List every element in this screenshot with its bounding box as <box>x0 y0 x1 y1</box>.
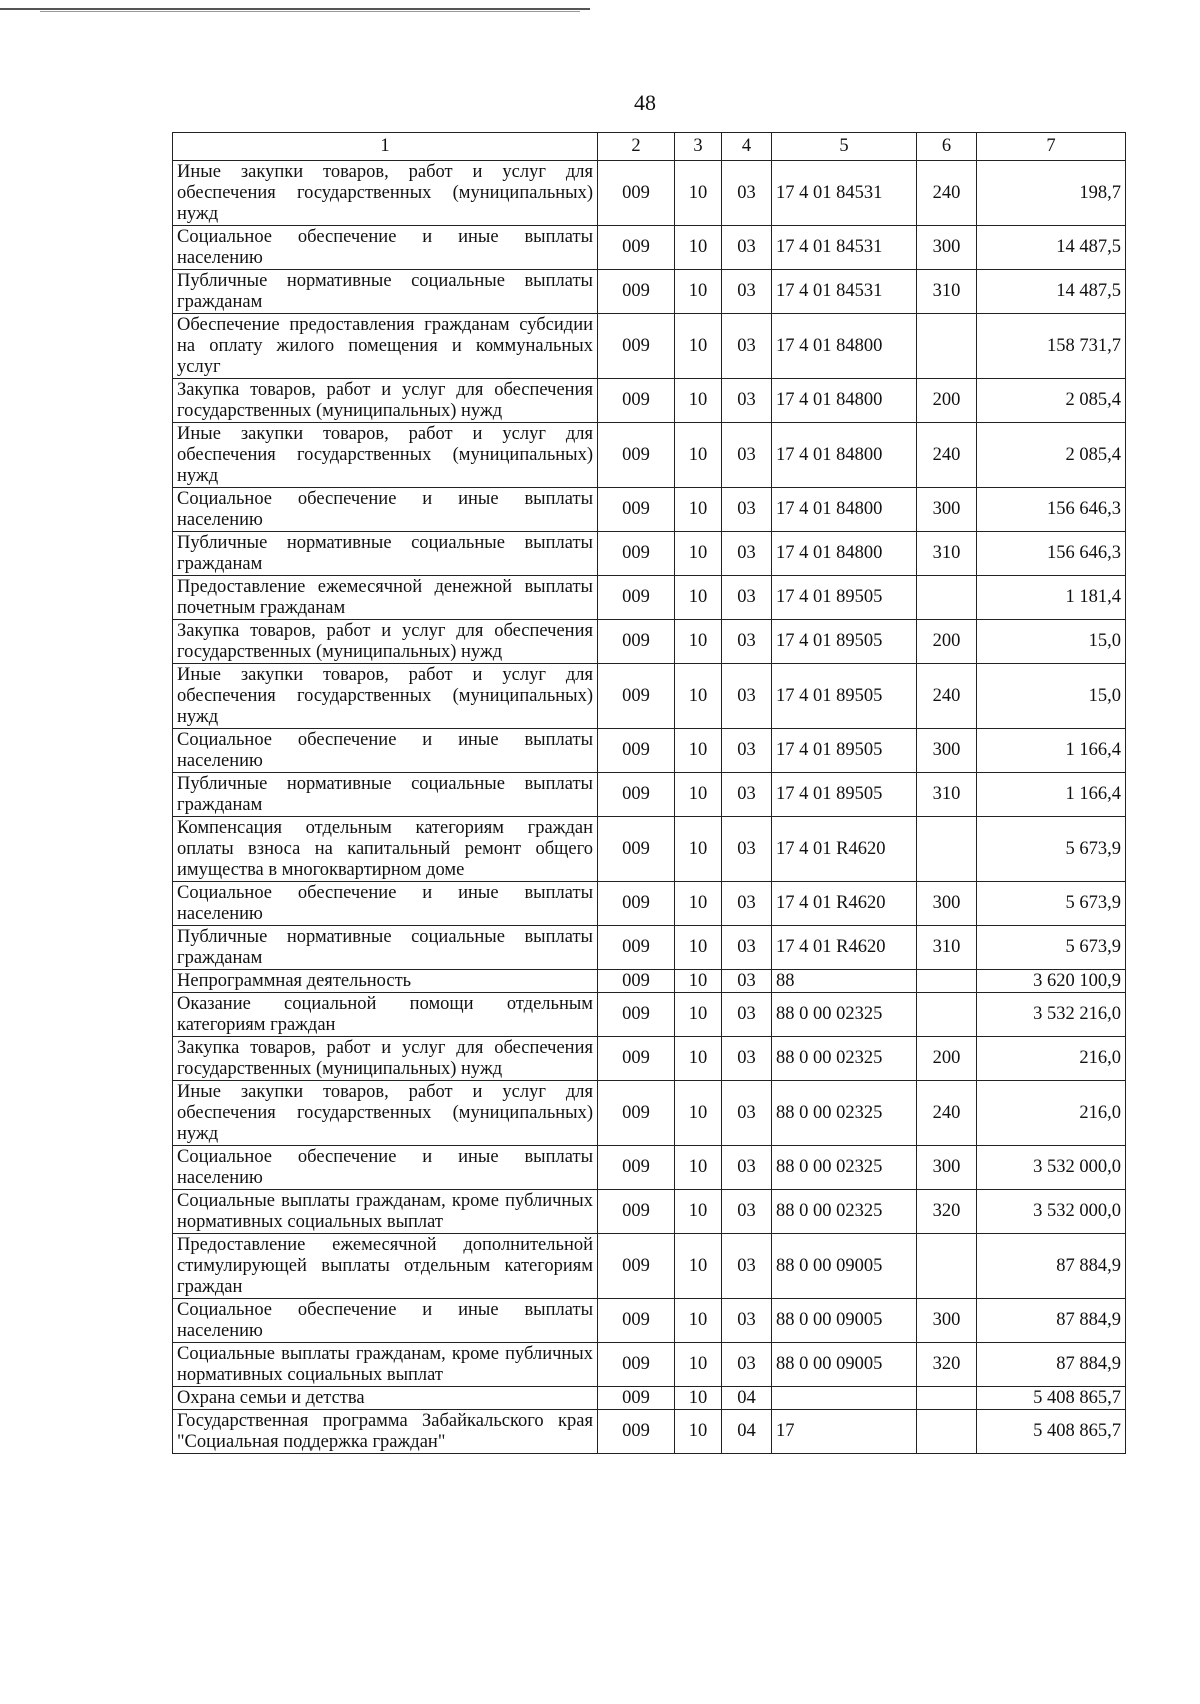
row-target-article-cell: 17 4 01 84800 <box>772 532 917 576</box>
header-col-5: 5 <box>772 133 917 161</box>
row-name-cell: Предоставление ежемесячной дополнительной стимулирующей выплаты отдельным категориям граждан <box>173 1234 598 1299</box>
row-subsection-cell: 03 <box>722 379 772 423</box>
row-amount-cell: 1 181,4 <box>977 576 1126 620</box>
row-expense-type-cell: 300 <box>917 1146 977 1190</box>
row-amount-cell: 14 487,5 <box>977 226 1126 270</box>
row-chapter-code-cell: 009 <box>598 729 675 773</box>
row-amount-cell: 3 532 000,0 <box>977 1190 1126 1234</box>
row-section-cell: 10 <box>675 314 722 379</box>
row-expense-type-cell <box>917 1234 977 1299</box>
row-amount-cell: 3 532 216,0 <box>977 993 1126 1037</box>
row-target-article-cell: 88 0 00 09005 <box>772 1234 917 1299</box>
row-target-article-cell: 17 <box>772 1410 917 1454</box>
row-name-cell: Социальное обеспечение и иные выплаты населению <box>173 729 598 773</box>
row-expense-type-cell: 200 <box>917 379 977 423</box>
row-amount-cell: 14 487,5 <box>977 270 1126 314</box>
row-name-cell: Иные закупки товаров, работ и услуг для обеспечения государственных (муниципальных) нужд <box>173 161 598 226</box>
row-target-article-cell: 17 4 01 89505 <box>772 576 917 620</box>
row-chapter-code-cell: 009 <box>598 270 675 314</box>
row-expense-type-cell: 200 <box>917 620 977 664</box>
row-amount-cell: 156 646,3 <box>977 532 1126 576</box>
row-amount-cell: 5 408 865,7 <box>977 1387 1126 1410</box>
row-name-cell: Социальное обеспечение и иные выплаты населению <box>173 488 598 532</box>
row-amount-cell: 87 884,9 <box>977 1343 1126 1387</box>
row-chapter-code-cell: 009 <box>598 620 675 664</box>
row-name-cell: Публичные нормативные социальные выплаты гражданам <box>173 532 598 576</box>
row-subsection-cell: 03 <box>722 423 772 488</box>
table-row <box>173 817 1126 882</box>
table-row <box>173 1146 1126 1190</box>
row-name-cell: Социальные выплаты гражданам, кроме публичных нормативных социальных выплат <box>173 1190 598 1234</box>
header-col-1: 1 <box>173 133 598 161</box>
row-section-cell: 10 <box>675 1081 722 1146</box>
table-header-row <box>173 133 1126 161</box>
row-expense-type-cell: 300 <box>917 488 977 532</box>
row-expense-type-cell: 240 <box>917 161 977 226</box>
table-row <box>173 1299 1126 1343</box>
row-section-cell: 10 <box>675 226 722 270</box>
header-col-6: 6 <box>917 133 977 161</box>
row-name-cell: Непрограммная деятельность <box>173 970 598 993</box>
row-target-article-cell: 17 4 01 R4620 <box>772 817 917 882</box>
row-name-cell: Закупка товаров, работ и услуг для обеспечения государственных (муниципальных) нужд <box>173 1037 598 1081</box>
row-target-article-cell: 17 4 01 84800 <box>772 488 917 532</box>
row-expense-type-cell <box>917 576 977 620</box>
table-row <box>173 664 1126 729</box>
table-row <box>173 576 1126 620</box>
row-target-article-cell: 17 4 01 89505 <box>772 773 917 817</box>
row-name-cell: Социальное обеспечение и иные выплаты населению <box>173 226 598 270</box>
row-chapter-code-cell: 009 <box>598 161 675 226</box>
table-row <box>173 926 1126 970</box>
row-section-cell: 10 <box>675 1037 722 1081</box>
table-row <box>173 1081 1126 1146</box>
table-row <box>173 1234 1126 1299</box>
row-subsection-cell: 03 <box>722 1343 772 1387</box>
row-name-cell: Закупка товаров, работ и услуг для обеспечения государственных (муниципальных) нужд <box>173 620 598 664</box>
table-row <box>173 1410 1126 1454</box>
row-amount-cell: 158 731,7 <box>977 314 1126 379</box>
row-target-article-cell: 17 4 01 R4620 <box>772 882 917 926</box>
row-target-article-cell: 88 <box>772 970 917 993</box>
row-amount-cell: 3 620 100,9 <box>977 970 1126 993</box>
row-amount-cell: 5 673,9 <box>977 926 1126 970</box>
row-name-cell: Государственная программа Забайкальского края "Социальная поддержка граждан" <box>173 1410 598 1454</box>
row-expense-type-cell: 240 <box>917 423 977 488</box>
row-section-cell: 10 <box>675 1410 722 1454</box>
row-section-cell: 10 <box>675 1234 722 1299</box>
row-name-cell: Иные закупки товаров, работ и услуг для обеспечения государственных (муниципальных) нужд <box>173 1081 598 1146</box>
row-section-cell: 10 <box>675 970 722 993</box>
table-row <box>173 620 1126 664</box>
row-expense-type-cell: 240 <box>917 664 977 729</box>
row-section-cell: 10 <box>675 993 722 1037</box>
row-expense-type-cell: 320 <box>917 1343 977 1387</box>
row-subsection-cell: 03 <box>722 882 772 926</box>
row-chapter-code-cell: 009 <box>598 773 675 817</box>
row-chapter-code-cell: 009 <box>598 1410 675 1454</box>
row-name-cell: Иные закупки товаров, работ и услуг для обеспечения государственных (муниципальных) нужд <box>173 664 598 729</box>
row-target-article-cell: 88 0 00 09005 <box>772 1299 917 1343</box>
row-subsection-cell: 03 <box>722 1190 772 1234</box>
row-section-cell: 10 <box>675 620 722 664</box>
row-target-article-cell: 17 4 01 89505 <box>772 664 917 729</box>
row-chapter-code-cell: 009 <box>598 1234 675 1299</box>
header-col-7: 7 <box>977 133 1126 161</box>
row-chapter-code-cell: 009 <box>598 970 675 993</box>
table-row <box>173 1037 1126 1081</box>
row-chapter-code-cell: 009 <box>598 817 675 882</box>
row-target-article-cell: 17 4 01 84800 <box>772 379 917 423</box>
row-subsection-cell: 03 <box>722 226 772 270</box>
row-subsection-cell: 03 <box>722 1146 772 1190</box>
row-expense-type-cell: 310 <box>917 270 977 314</box>
row-chapter-code-cell: 009 <box>598 993 675 1037</box>
row-chapter-code-cell: 009 <box>598 1037 675 1081</box>
row-expense-type-cell: 300 <box>917 729 977 773</box>
row-name-cell: Иные закупки товаров, работ и услуг для обеспечения государственных (муниципальных) нужд <box>173 423 598 488</box>
row-subsection-cell: 03 <box>722 314 772 379</box>
row-subsection-cell: 03 <box>722 1234 772 1299</box>
row-section-cell: 10 <box>675 379 722 423</box>
row-subsection-cell: 03 <box>722 532 772 576</box>
budget-table <box>172 132 1126 1454</box>
row-chapter-code-cell: 009 <box>598 882 675 926</box>
row-target-article-cell: 17 4 01 84800 <box>772 423 917 488</box>
row-target-article-cell: 88 0 00 09005 <box>772 1343 917 1387</box>
row-chapter-code-cell: 009 <box>598 226 675 270</box>
row-chapter-code-cell: 009 <box>598 1146 675 1190</box>
row-name-cell: Публичные нормативные социальные выплаты гражданам <box>173 773 598 817</box>
row-name-cell: Охрана семьи и детства <box>173 1387 598 1410</box>
row-subsection-cell: 03 <box>722 664 772 729</box>
table-row <box>173 379 1126 423</box>
row-section-cell: 10 <box>675 488 722 532</box>
row-target-article-cell: 17 4 01 84531 <box>772 161 917 226</box>
table-body <box>173 161 1126 1454</box>
row-subsection-cell: 03 <box>722 773 772 817</box>
row-chapter-code-cell: 009 <box>598 314 675 379</box>
row-name-cell: Оказание социальной помощи отдельным категориям граждан <box>173 993 598 1037</box>
row-section-cell: 10 <box>675 576 722 620</box>
row-section-cell: 10 <box>675 1299 722 1343</box>
row-section-cell: 10 <box>675 270 722 314</box>
table-row <box>173 532 1126 576</box>
row-chapter-code-cell: 009 <box>598 532 675 576</box>
row-subsection-cell: 03 <box>722 926 772 970</box>
row-subsection-cell: 03 <box>722 1037 772 1081</box>
row-expense-type-cell: 310 <box>917 773 977 817</box>
row-chapter-code-cell: 009 <box>598 926 675 970</box>
row-expense-type-cell: 200 <box>917 1037 977 1081</box>
row-amount-cell: 156 646,3 <box>977 488 1126 532</box>
row-expense-type-cell <box>917 314 977 379</box>
table-row <box>173 1190 1126 1234</box>
row-target-article-cell: 17 4 01 84531 <box>772 226 917 270</box>
row-name-cell: Социальное обеспечение и иные выплаты населению <box>173 882 598 926</box>
row-section-cell: 10 <box>675 532 722 576</box>
row-amount-cell: 2 085,4 <box>977 423 1126 488</box>
table-row <box>173 970 1126 993</box>
row-amount-cell: 3 532 000,0 <box>977 1146 1126 1190</box>
row-target-article-cell: 88 0 00 02325 <box>772 1037 917 1081</box>
row-subsection-cell: 03 <box>722 161 772 226</box>
table-row <box>173 1387 1126 1410</box>
row-subsection-cell: 03 <box>722 620 772 664</box>
row-target-article-cell: 17 4 01 84800 <box>772 314 917 379</box>
row-target-article-cell: 17 4 01 R4620 <box>772 926 917 970</box>
row-subsection-cell: 03 <box>722 817 772 882</box>
row-amount-cell: 5 673,9 <box>977 882 1126 926</box>
table-row <box>173 773 1126 817</box>
row-section-cell: 10 <box>675 1343 722 1387</box>
row-name-cell: Публичные нормативные социальные выплаты гражданам <box>173 926 598 970</box>
row-section-cell: 10 <box>675 729 722 773</box>
row-amount-cell: 1 166,4 <box>977 773 1126 817</box>
row-subsection-cell: 04 <box>722 1387 772 1410</box>
row-expense-type-cell: 240 <box>917 1081 977 1146</box>
row-target-article-cell: 17 4 01 89505 <box>772 620 917 664</box>
row-subsection-cell: 03 <box>722 993 772 1037</box>
row-target-article-cell: 88 0 00 02325 <box>772 993 917 1037</box>
row-amount-cell: 15,0 <box>977 620 1126 664</box>
row-target-article-cell: 88 0 00 02325 <box>772 1146 917 1190</box>
row-expense-type-cell: 300 <box>917 226 977 270</box>
table-row <box>173 161 1126 226</box>
row-expense-type-cell: 320 <box>917 1190 977 1234</box>
row-name-cell: Социальное обеспечение и иные выплаты населению <box>173 1146 598 1190</box>
row-target-article-cell: 17 4 01 89505 <box>772 729 917 773</box>
page-number: 48 <box>634 90 656 115</box>
row-subsection-cell: 03 <box>722 576 772 620</box>
table-row <box>173 314 1126 379</box>
row-name-cell: Компенсация отдельным категориям граждан оплаты взноса на капитальный ремонт общего имущества в многоквартирном доме <box>173 817 598 882</box>
row-section-cell: 10 <box>675 423 722 488</box>
row-section-cell: 10 <box>675 1387 722 1410</box>
table-row <box>173 423 1126 488</box>
row-section-cell: 10 <box>675 161 722 226</box>
table-row <box>173 270 1126 314</box>
row-section-cell: 10 <box>675 1146 722 1190</box>
row-subsection-cell: 03 <box>722 970 772 993</box>
row-expense-type-cell: 300 <box>917 882 977 926</box>
row-expense-type-cell <box>917 993 977 1037</box>
row-chapter-code-cell: 009 <box>598 379 675 423</box>
row-chapter-code-cell: 009 <box>598 1387 675 1410</box>
table-row <box>173 1343 1126 1387</box>
scan-edge-line <box>0 8 590 10</box>
row-chapter-code-cell: 009 <box>598 1081 675 1146</box>
row-amount-cell: 15,0 <box>977 664 1126 729</box>
row-amount-cell: 1 166,4 <box>977 729 1126 773</box>
row-amount-cell: 87 884,9 <box>977 1234 1126 1299</box>
row-amount-cell: 216,0 <box>977 1037 1126 1081</box>
row-amount-cell: 5 673,9 <box>977 817 1126 882</box>
row-name-cell: Предоставление ежемесячной денежной выплаты почетным гражданам <box>173 576 598 620</box>
row-expense-type-cell: 310 <box>917 532 977 576</box>
row-amount-cell: 5 408 865,7 <box>977 1410 1126 1454</box>
row-expense-type-cell <box>917 1387 977 1410</box>
row-name-cell: Социальные выплаты гражданам, кроме публичных нормативных социальных выплат <box>173 1343 598 1387</box>
row-section-cell: 10 <box>675 1190 722 1234</box>
row-subsection-cell: 03 <box>722 270 772 314</box>
row-amount-cell: 198,7 <box>977 161 1126 226</box>
row-name-cell: Публичные нормативные социальные выплаты гражданам <box>173 270 598 314</box>
row-chapter-code-cell: 009 <box>598 664 675 729</box>
header-col-4: 4 <box>722 133 772 161</box>
row-name-cell: Обеспечение предоставления гражданам субсидии на оплату жилого помещения и коммунальных услуг <box>173 314 598 379</box>
row-expense-type-cell: 300 <box>917 1299 977 1343</box>
row-amount-cell: 2 085,4 <box>977 379 1126 423</box>
row-target-article-cell: 88 0 00 02325 <box>772 1190 917 1234</box>
table-row <box>173 993 1126 1037</box>
row-amount-cell: 87 884,9 <box>977 1299 1126 1343</box>
row-chapter-code-cell: 009 <box>598 576 675 620</box>
row-subsection-cell: 03 <box>722 1081 772 1146</box>
row-subsection-cell: 03 <box>722 1299 772 1343</box>
row-subsection-cell: 03 <box>722 729 772 773</box>
row-chapter-code-cell: 009 <box>598 1299 675 1343</box>
header-col-2: 2 <box>598 133 675 161</box>
row-expense-type-cell <box>917 970 977 993</box>
row-chapter-code-cell: 009 <box>598 423 675 488</box>
row-chapter-code-cell: 009 <box>598 1343 675 1387</box>
row-section-cell: 10 <box>675 773 722 817</box>
row-expense-type-cell: 310 <box>917 926 977 970</box>
row-name-cell: Социальное обеспечение и иные выплаты населению <box>173 1299 598 1343</box>
header-col-3: 3 <box>675 133 722 161</box>
row-target-article-cell <box>772 1387 917 1410</box>
row-chapter-code-cell: 009 <box>598 1190 675 1234</box>
row-subsection-cell: 04 <box>722 1410 772 1454</box>
row-expense-type-cell <box>917 817 977 882</box>
scan-edge-line-secondary <box>40 11 580 12</box>
table-row <box>173 729 1126 773</box>
row-target-article-cell: 17 4 01 84531 <box>772 270 917 314</box>
table-row <box>173 882 1126 926</box>
row-section-cell: 10 <box>675 882 722 926</box>
row-subsection-cell: 03 <box>722 488 772 532</box>
row-section-cell: 10 <box>675 664 722 729</box>
row-expense-type-cell <box>917 1410 977 1454</box>
table-row <box>173 226 1126 270</box>
row-amount-cell: 216,0 <box>977 1081 1126 1146</box>
row-chapter-code-cell: 009 <box>598 488 675 532</box>
row-section-cell: 10 <box>675 817 722 882</box>
row-section-cell: 10 <box>675 926 722 970</box>
row-name-cell: Закупка товаров, работ и услуг для обеспечения государственных (муниципальных) нужд <box>173 379 598 423</box>
table-row <box>173 488 1126 532</box>
row-target-article-cell: 88 0 00 02325 <box>772 1081 917 1146</box>
